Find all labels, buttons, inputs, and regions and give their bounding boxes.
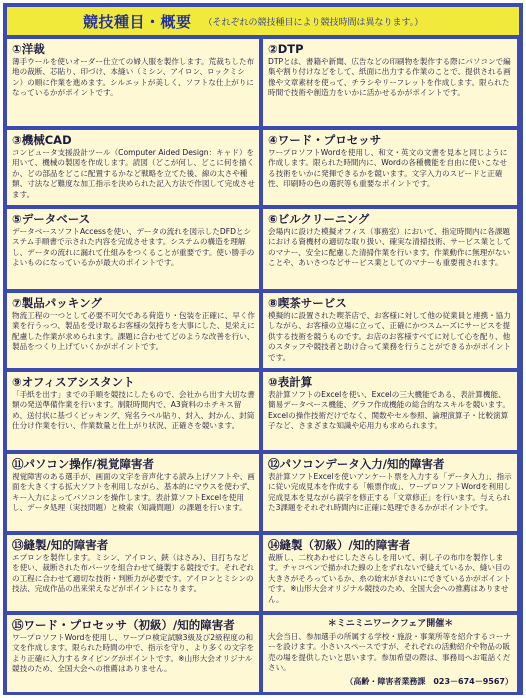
event-card-11: [7, 454, 259, 531]
event-description: 模擬的に設置された喫茶店で、お客様に対して他の従業員と連携・協力しながら、お客様の立場に立って、正確にかつスムーズにサービスを提供する技術を競うものです。お店のお客様すべてに対して心を配り、他のスタッフや競技者と助け合って業務を行うことができるかがポイントです。: [268, 311, 511, 362]
event-title: ⑤データベース: [12, 212, 91, 226]
event-title: ③機械CAD: [12, 133, 72, 147]
event-description: 表計算ソフトExcelを使いアンケート票を入力する「データ入力」、指示に従い完成見本を作成する「帳票作成」、ワープロソフトWordを利用し完成見本を見ながら誤字を修正する「文章修正」を行います。与えられた3課題をそれぞれ時間内に正確に処理できるかがポイントです。: [268, 472, 512, 513]
event-title: ⑮ワード・プロセッサ（初級）/知的障害者: [12, 618, 235, 632]
workfair-description: 大会当日、参加選手の所属する学校・施設・事業所等を紹介するコーナーを設けます。小さいスペースですが、それぞれの活動紹介や物品の販売の場を提供したいと思います。参加希望の際は、事務局へお電話ください。: [268, 632, 511, 673]
event-description: 表計算ソフトのExcelを使い、Excelの三大機能である、表計算機能、簡易データベース機能、グラフ作成機能の総合的なスキルを競います。Excelの操作技術だけでなく、関数やセル参照、論理演算子・比較演算子など、さまざまな知識や応用力も求められます。: [268, 390, 510, 431]
event-description: 視覚障害のある選手が、画面の文字を音声化する読み上げソフトや、画面を大きくする拡大ソフトを利用しながら、基本的にマウスを使わず、キー入力によってパソコンを操作します。表計算ソフトExcelを使用し、データ処理（実技問題）と検索（知識問題）の課題を行います。: [12, 472, 255, 513]
header-note: （それぞれの競技種目により競技時間は異なります。）: [203, 17, 424, 28]
event-description: 会場内に設けた模擬オフィス（事務室）において、指定時間内に各課題における資機材の適切な取り扱い、確実な清掃技術、サービス業としてのマナー、安全に配慮した清掃作業を行います。作業動作に無理がないことや、あいさつなどサービス業としてのマナーも重要視されます。: [268, 227, 511, 268]
event-description: 「手紙を出す」までの手順を競技にしたもので、会社から出す大切な書類の発送準備作業を行います。制限時間内で、A3資料のホチキス留め、送付状に基づくピッキング、宛名ラベル貼り、封入、封かん、封筒仕分け作業を行い、作業数量と仕上がり状況、正確さを競います。: [12, 390, 255, 431]
header-banner: [7, 7, 519, 35]
event-description: 薄手ウールを使いオーダー仕立ての婦人服を製作します。荒裁ちした布地の裁断、芯貼り、印づけ、本縫い（ミシン、アイロン、ロックミシン）の順に作業を進めます。シルエットが美しく、ソフトな仕上がりになっているかがポイントです。: [12, 57, 255, 98]
event-card-15: [7, 615, 259, 692]
event-title: ⑦製品パッキング: [12, 296, 102, 310]
workfair-contact: （高齢・障害者業務課 023－674－9567）: [345, 676, 513, 686]
page-title: 競技種目・概要: [83, 12, 192, 31]
event-card-8: [263, 293, 517, 368]
event-description: コンピュータ支援設計ツール（Computer Aided Design：キャド）を用いて、機械の製図を作成します。読図（どこが何し、どこに何を描くか、どの部品をどこに配置するかなど戦略を立てた後、線の太さや種類、寸法など難度な加工指示を決められた記入方法で作図して完成させます。: [12, 148, 255, 199]
event-card-12: [263, 454, 517, 531]
event-title: ⑭縫製（初級）/知的障害者: [268, 538, 411, 552]
event-title: ②DTP: [268, 42, 304, 56]
event-card-4: [263, 130, 517, 205]
event-title: ⑥ビルクリーニング: [268, 212, 370, 226]
event-card-6: [263, 209, 517, 289]
event-title: ⑨オフィスアシスタント: [12, 375, 135, 389]
event-card-10: [263, 372, 517, 450]
event-card-3: [7, 130, 259, 205]
event-title: ①洋裁: [12, 42, 45, 56]
event-card-2: [263, 39, 517, 126]
event-card-13: [7, 535, 259, 611]
event-description: ワープロソフトWordを使用し、和文・英文の文書を見本と同じように作成します。限られた時間内に、Wordの各種機能を自由に使いこなせる技術をいかに発揮できるかを競います。文字入力のスピードと正確性、印刷時の色の選択等も重要なポイントです。: [268, 148, 508, 189]
workfair-title: ＊ミニミニワークフェア開催＊: [327, 619, 454, 629]
event-card-5: [7, 209, 259, 289]
event-title: ④ワード・プロセッサ: [268, 133, 382, 147]
event-description: ワープロソフトWordを使用し、ワープロ検定試験3級及び2級程度の和文を作成します。限られた時間の中で、指示を守り、より多くの文字をより正確に入力するタイピングがポイントです。※山形大会オリジナル競技のため、全国大会への推薦はありません。: [12, 633, 255, 674]
event-card-1: [7, 39, 259, 126]
event-title: ⑩表計算: [268, 375, 313, 389]
event-description: DTPとは、書籍や新聞、広告などの印刷物を製作する際にパソコンで編集や割り付けなどをして、紙面に出力する作業のことで、提供される画像や文章素材を使って、チラシやリーフレットを作成します。限られた時間で技術や創造力をいかに活かせるかがポイントです。: [268, 57, 511, 98]
event-title: ⑪パソコン操作/視覚障害者: [12, 457, 154, 471]
event-title: ⑧喫茶サービス: [268, 296, 347, 310]
event-title: ⑫パソコンデータ入力/知的障害者: [268, 457, 445, 471]
event-description: データベースソフトAccessを使い、データの流れを図示したDFDとシステム手順書で示された内容を完成させます。システムの構造を理解し、データの流れに漏れて仕組みをつくることが重要です。使い勝手のよいものになっているかが最大のポイントです。: [12, 227, 255, 268]
event-title: ⑬縫製/知的障害者: [12, 538, 109, 552]
event-card-9: [7, 372, 259, 450]
event-description: 物流工程の一つとして必要不可欠である荷造り・包装を正確に、早く作業を行うっつ、製品を受け取るお客様の気持ちを大事にした、見栄えに配慮した作業が求められます。課題に合わせてどのような改善を行い、製品をつくり上げていくかがポイントです。: [12, 311, 255, 352]
event-description: エプロンを製作します。ミシン、アイロン、鋏（はさみ）、目打ちなどを使い、裁断された布パーツを組合わせて縫製する競技です。それぞれの工程に合わせて適切な技術・判断力が必要です。アイロンとミシンの技法、完成作品の出来栄えなどがポイントになります。: [12, 553, 255, 594]
event-card-14: [263, 535, 517, 611]
workfair-card: [263, 615, 517, 692]
event-description: 裁断し、二枚あわせにしたさらしを用いて、刺し子の布巾を製作します。チャコペンで描かれた線の上をずれないで縫えているか、縫い目の大きさがそろっているか、糸の始末がきれいにできているかがポイントです。※山形大会オリジナル競技のため、全国大会への推薦はありません。: [268, 553, 511, 604]
event-card-7: [7, 293, 259, 368]
